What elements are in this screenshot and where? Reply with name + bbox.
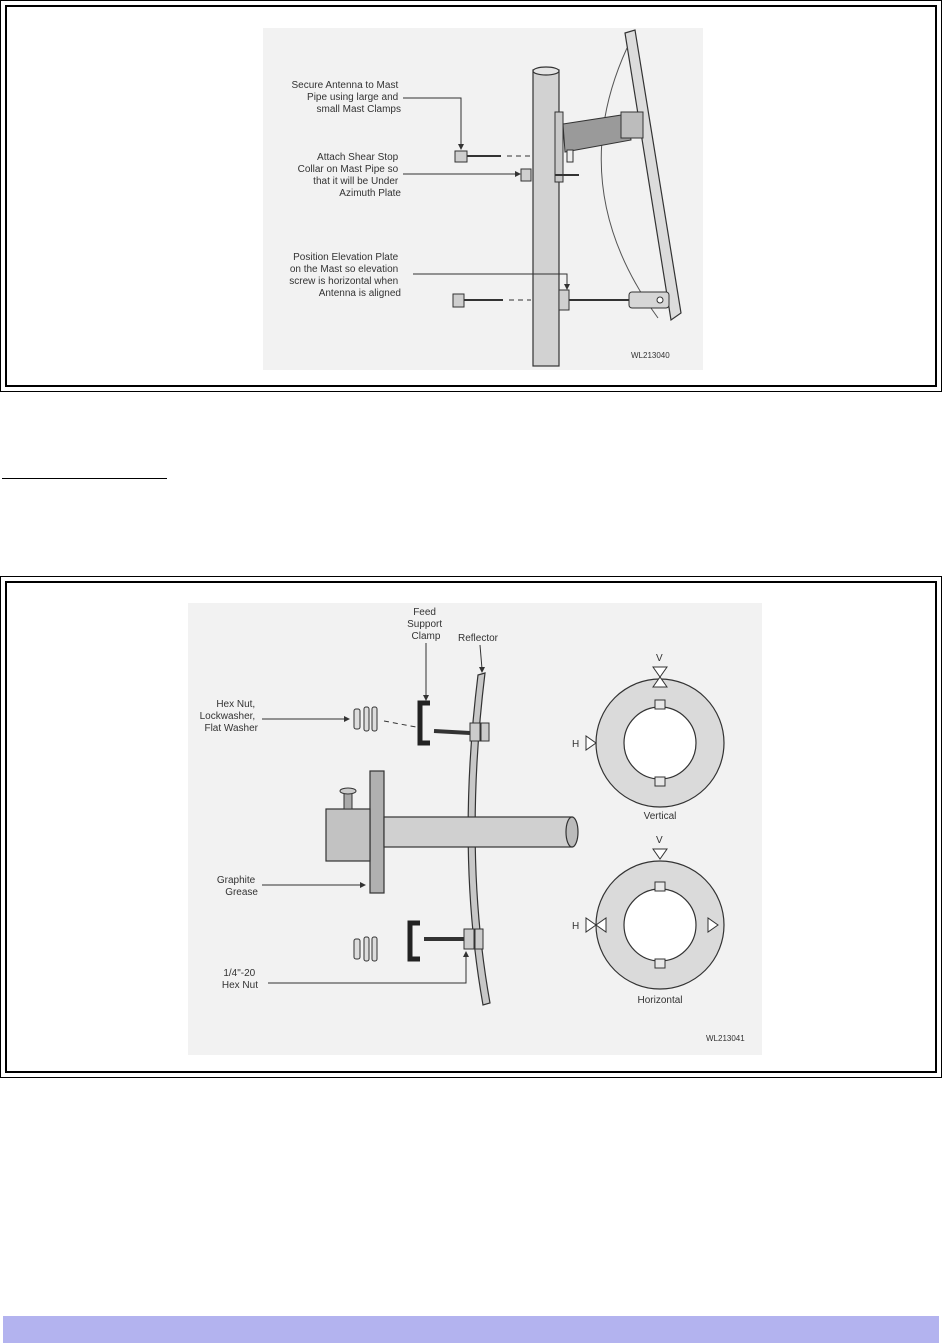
feed-housing xyxy=(326,809,370,861)
section-heading-rule xyxy=(2,478,167,479)
feed-tube xyxy=(384,817,572,847)
vertical-caption: Vertical xyxy=(643,811,677,822)
shear-line-2: Collar on Mast Pipe so xyxy=(297,164,399,175)
elevation-plate xyxy=(559,290,569,310)
figure-1-code: WL213040 xyxy=(631,351,670,360)
graphite-line-1: Graphite xyxy=(216,875,256,886)
shear-stop-collar xyxy=(521,169,531,181)
feed-line-1: Feed xyxy=(413,607,437,618)
vertical-ring-h-mark: H xyxy=(572,739,580,750)
hex-line-3: Flat Washer xyxy=(204,723,258,734)
shear-line-4: Azimuth Plate xyxy=(339,188,401,199)
graphite-line-2: Grease xyxy=(225,887,258,898)
reflector-label: Reflector xyxy=(458,633,499,644)
secure-line-3: small Mast Clamps xyxy=(316,104,401,115)
elevation-line-3: screw is horizontal when xyxy=(289,276,399,287)
lower-clamp-bolt xyxy=(453,294,464,307)
hex-line-1: Hex Nut, xyxy=(216,699,256,710)
feed-flange xyxy=(370,771,384,893)
quarter-line-1: 1/4"-20 xyxy=(223,968,256,979)
feed-assembly-diagram xyxy=(188,603,762,1055)
horizontal-ring-v-mark: V xyxy=(656,835,663,846)
elevation-line-1: Position Elevation Plate xyxy=(293,252,399,263)
secure-line-2: Pipe using large and xyxy=(307,92,399,103)
feed-line-3: Clamp xyxy=(411,631,441,642)
elevation-line-4: Antenna is aligned xyxy=(318,288,401,299)
elevation-line-2: on the Mast so elevation xyxy=(289,264,399,275)
hex-line-2: Lockwasher, xyxy=(199,711,256,722)
quarter-line-2: Hex Nut xyxy=(221,980,258,991)
figure-2-code: WL213041 xyxy=(706,1034,745,1043)
upper-clamp-bolt xyxy=(455,151,467,162)
shear-line-1: Attach Shear Stop xyxy=(317,152,399,163)
quarter-inch-hex-nut-label xyxy=(222,968,258,991)
vertical-ring-v-mark: V xyxy=(656,653,663,664)
horizontal-ring-h-mark: H xyxy=(572,921,580,932)
secure-line-1: Secure Antenna to Mast xyxy=(291,80,399,91)
shear-line-3: that it will be Under xyxy=(313,176,399,187)
horizontal-caption: Horizontal xyxy=(637,995,683,1006)
footer-bar xyxy=(3,1316,939,1343)
antenna-mast-mounting-diagram xyxy=(263,28,703,370)
upper-washer-1 xyxy=(354,709,360,729)
feed-line-2: Support xyxy=(407,619,443,630)
lower-washer-1 xyxy=(354,939,360,959)
